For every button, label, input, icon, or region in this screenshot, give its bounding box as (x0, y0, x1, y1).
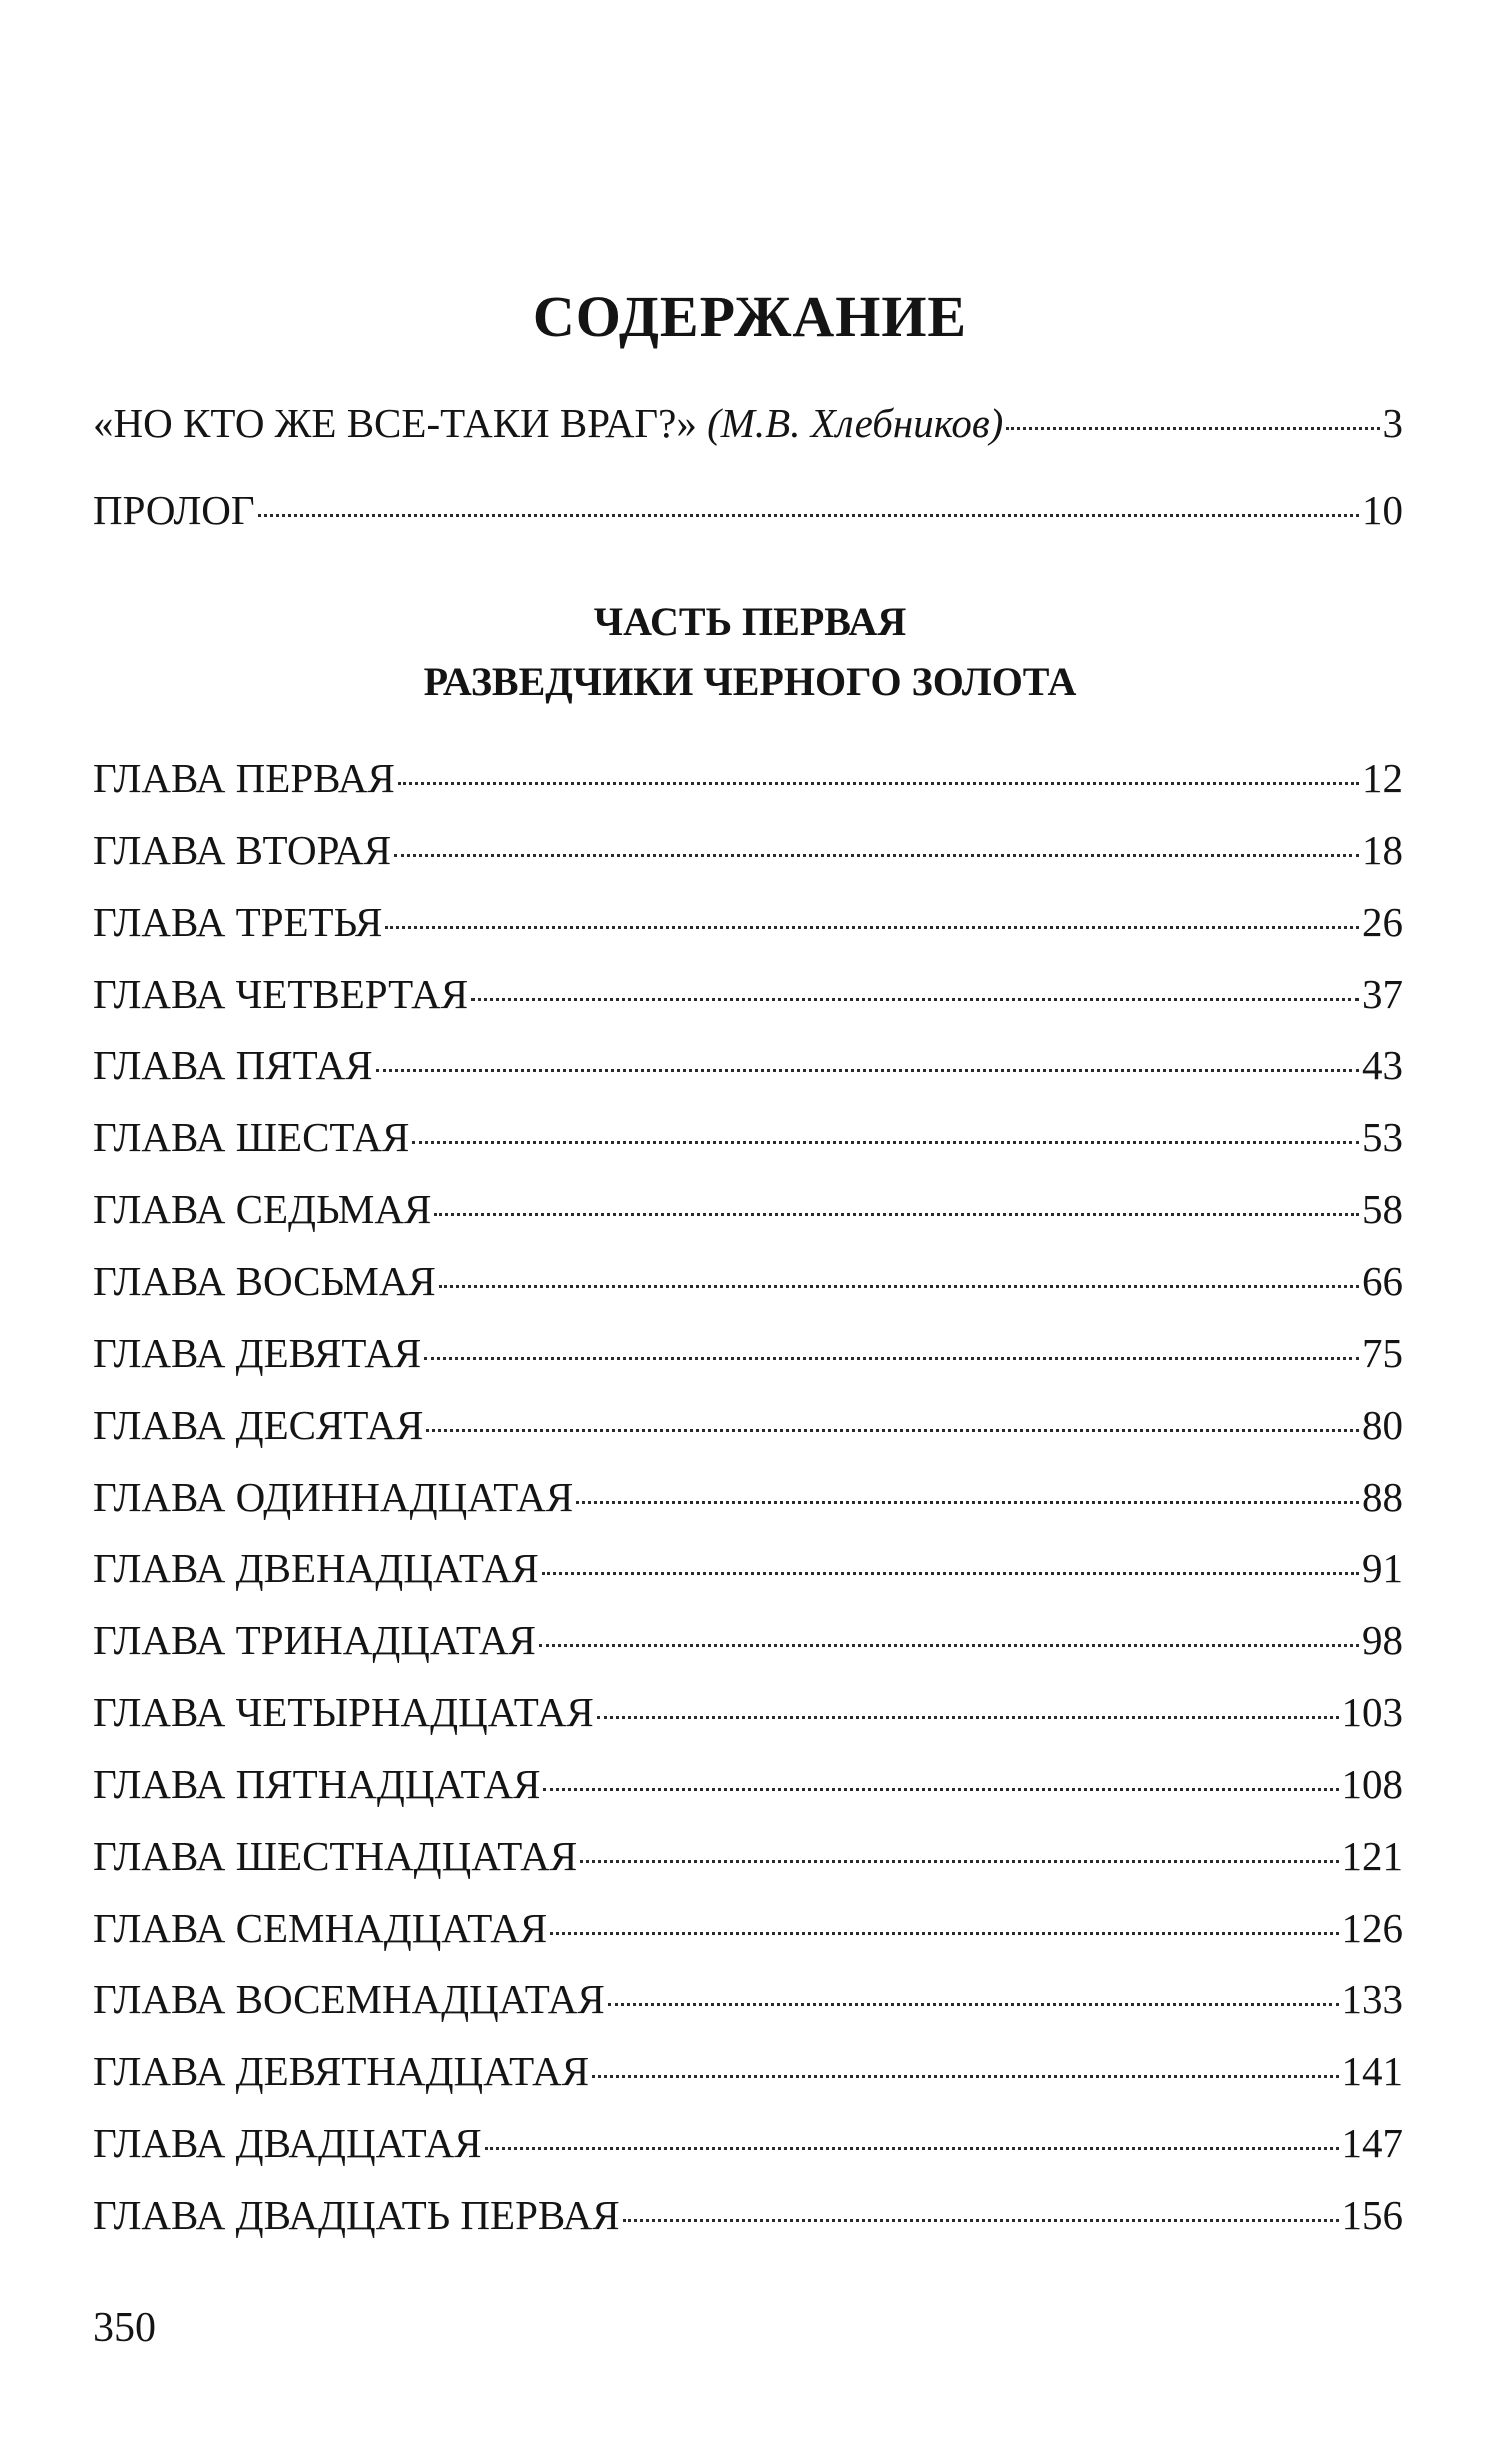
toc-chapter-entry (93, 1111, 1403, 1163)
toc-chapter-entry (93, 968, 1403, 1020)
toc-entry-page: 141 (1341, 2048, 1403, 2094)
toc-entry-title: ГЛАВА ВОСЬМАЯ (93, 1258, 436, 1304)
page-number: 350 (93, 2305, 156, 2351)
toc-entry-foreword (93, 397, 1403, 449)
toc-entry-title: ГЛАВА ВОСЕМНАДЦАТАЯ (93, 1976, 605, 2022)
toc-entry-prologue (93, 484, 1403, 536)
toc-entry-author: (М.В. Хлебников) (707, 400, 1004, 446)
toc-entry-page: 133 (1341, 1976, 1403, 2022)
toc-entry-page: 37 (1362, 971, 1403, 1017)
toc-entry-title: ГЛАВА ДВАДЦАТЬ ПЕРВАЯ (93, 2192, 620, 2238)
toc-entry-page: 66 (1362, 1258, 1403, 1304)
toc-entry-title: ГЛАВА ЧЕТВЕРТАЯ (93, 971, 469, 1017)
toc-entry-page: 80 (1362, 1402, 1403, 1448)
toc-chapter-entry (93, 896, 1403, 948)
toc-entry-title: «НО КТО ЖЕ ВСЕ-ТАКИ ВРАГ?» (М.В. Хлебников) (93, 400, 1004, 446)
toc-chapter-entry (93, 1183, 1403, 1235)
toc-chapter-entry (93, 1399, 1403, 1451)
toc-chapter-entry (93, 2189, 1403, 2241)
dot-leader (543, 1788, 1338, 1791)
toc-entry-page: 53 (1362, 1114, 1403, 1160)
toc-entry-page: 12 (1362, 755, 1403, 801)
toc-entry-page: 43 (1362, 1042, 1403, 1088)
toc-entry-page: 156 (1341, 2192, 1403, 2238)
toc-chapter-entry (93, 1542, 1403, 1594)
toc-entry-title: ГЛАВА ДЕВЯТАЯ (93, 1330, 422, 1376)
toc-chapter-entry (93, 1758, 1403, 1810)
toc-entry-page: 121 (1341, 1833, 1403, 1879)
dot-leader (471, 998, 1359, 1001)
toc-entry-page: 18 (1362, 827, 1403, 873)
toc-chapter-entry (93, 1327, 1403, 1379)
dot-leader (597, 1716, 1339, 1719)
dot-leader (542, 1572, 1359, 1575)
dot-leader (1006, 427, 1379, 430)
dot-leader (439, 1285, 1359, 1288)
dot-leader (398, 782, 1359, 785)
toc-entry-title: ГЛАВА ШЕСТАЯ (93, 1114, 410, 1160)
toc-chapter-entry (93, 1686, 1403, 1738)
dot-leader (539, 1644, 1359, 1647)
dot-leader (426, 1429, 1359, 1432)
toc-entry-title: ГЛАВА ВТОРАЯ (93, 827, 392, 873)
dot-leader (376, 1069, 1359, 1072)
toc-entry-page: 103 (1341, 1689, 1403, 1735)
toc-chapter-entry (93, 752, 1403, 804)
dot-leader (550, 1932, 1338, 1935)
toc-entry-title: ГЛАВА ДЕВЯТНАДЦАТАЯ (93, 2048, 590, 2094)
toc-entry-page: 91 (1362, 1545, 1403, 1591)
toc-entry-page: 75 (1362, 1330, 1403, 1376)
toc-chapter-entry (93, 1902, 1403, 1954)
toc-chapter-entry (93, 1471, 1403, 1523)
toc-entry-title: ГЛАВА ОДИННАДЦАТАЯ (93, 1474, 574, 1520)
toc-entry-title: ГЛАВА ПЯТАЯ (93, 1042, 373, 1088)
toc-entry-title: ГЛАВА ШЕСТНАДЦАТАЯ (93, 1833, 578, 1879)
toc-entry-title: ГЛАВА ДВЕНАДЦАТАЯ (93, 1545, 539, 1591)
page-title: СОДЕРЖАНИЕ (532, 284, 968, 349)
toc-chapter-entry (93, 1830, 1403, 1882)
toc-entry-page: 88 (1362, 1474, 1403, 1520)
toc-entry-page: 147 (1341, 2120, 1403, 2166)
toc-entry-page: 108 (1341, 1761, 1403, 1807)
dot-leader (424, 1357, 1359, 1360)
toc-entry-page: 26 (1362, 899, 1403, 945)
dot-leader (608, 2003, 1339, 2006)
toc-chapter-entry (93, 1255, 1403, 1307)
toc-chapter-entry (93, 1039, 1403, 1091)
toc-entry-page: 3 (1382, 400, 1403, 446)
toc-entry-title: ГЛАВА ЧЕТЫРНАДЦАТАЯ (93, 1689, 594, 1735)
toc-chapter-entry (93, 1614, 1403, 1666)
dot-leader (485, 2147, 1339, 2150)
part-heading-title: РАЗВЕДЧИКИ ЧЕРНОГО ЗОЛОТА (423, 659, 1077, 704)
toc-chapter-entry (93, 2045, 1403, 2097)
dot-leader (434, 1213, 1359, 1216)
toc-entry-page: 126 (1341, 1905, 1403, 1951)
dot-leader (576, 1501, 1359, 1504)
toc-entry-title: ГЛАВА СЕМНАДЦАТАЯ (93, 1905, 548, 1951)
toc-entry-title: ГЛАВА ПЯТНАДЦАТАЯ (93, 1761, 541, 1807)
toc-entry-page: 98 (1362, 1617, 1403, 1663)
toc-entry-page: 10 (1362, 487, 1403, 533)
dot-leader (623, 2219, 1339, 2222)
toc-chapter-entry (93, 824, 1403, 876)
toc-entry-title: ПРОЛОГ (93, 487, 255, 533)
part-heading-number: ЧАСТЬ ПЕРВАЯ (593, 599, 907, 644)
toc-entry-page: 58 (1362, 1186, 1403, 1232)
dot-leader (394, 854, 1359, 857)
toc-entry-title: ГЛАВА СЕДЬМАЯ (93, 1186, 432, 1232)
toc-chapter-entry (93, 2117, 1403, 2169)
dot-leader (385, 926, 1359, 929)
dot-leader (580, 1860, 1338, 1863)
dot-leader (258, 514, 1359, 517)
toc-entry-title: ГЛАВА ТРИНАДЦАТАЯ (93, 1617, 536, 1663)
toc-chapter-entry (93, 1973, 1403, 2025)
toc-entry-title: ГЛАВА ТРЕТЬЯ (93, 899, 383, 945)
dot-leader (592, 2075, 1338, 2078)
toc-entry-title: ГЛАВА ДВАДЦАТАЯ (93, 2120, 482, 2166)
toc-entry-title: ГЛАВА ДЕСЯТАЯ (93, 1402, 424, 1448)
dot-leader (412, 1141, 1359, 1144)
toc-entry-title: ГЛАВА ПЕРВАЯ (93, 755, 395, 801)
